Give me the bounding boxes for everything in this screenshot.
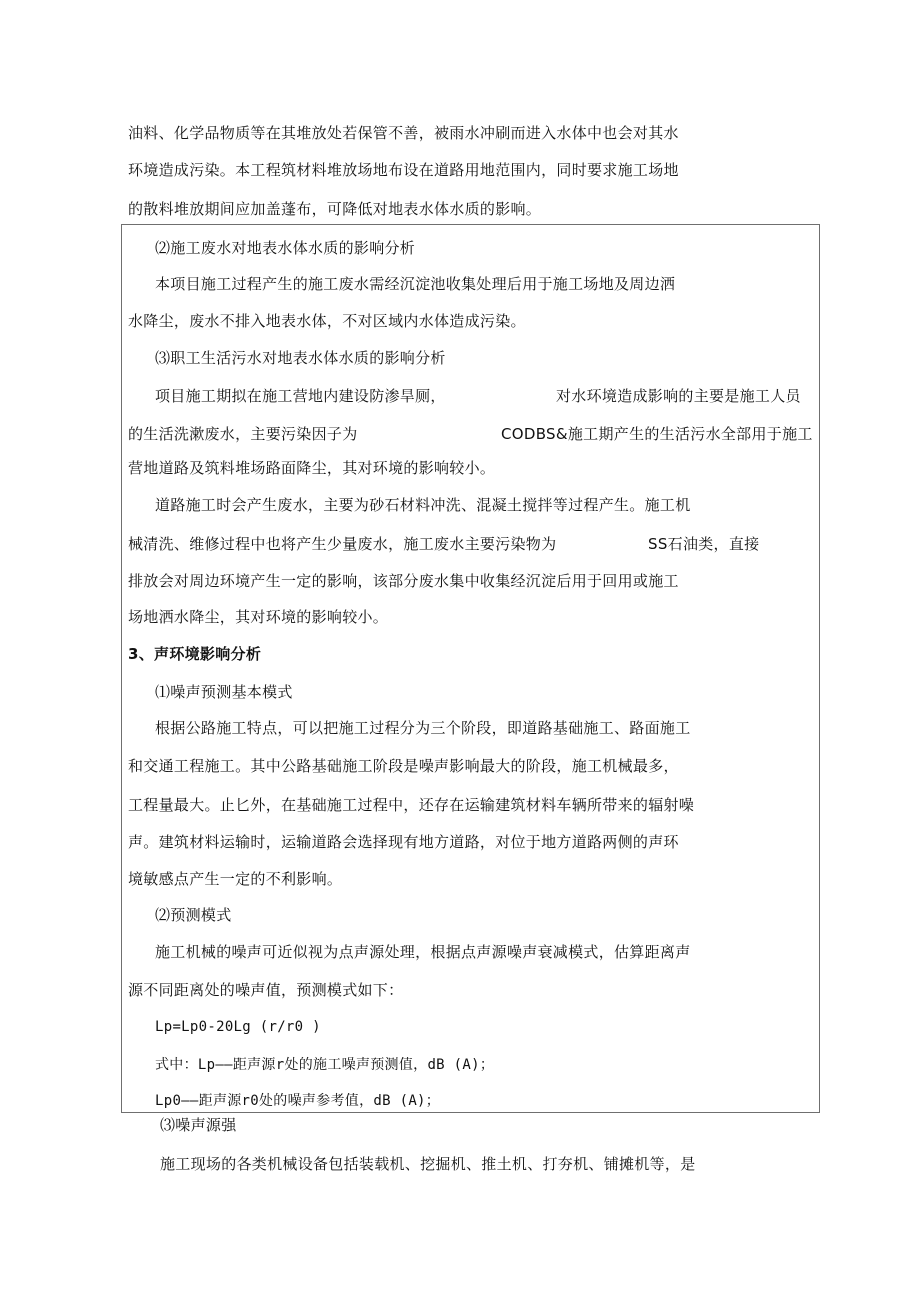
para-line-8b: 对水环境造成影响的主要是施工人员 bbox=[556, 387, 801, 405]
para-line-18: 和交通工程施工。其中公路基础施工阶段是噪声影响最大的阶段，施工机械最多， bbox=[128, 757, 679, 775]
para-line-19: 工程量最大。止匕外，在基础施工过程中，还存在运输建筑材料车辆所带来的辐射噪 bbox=[128, 796, 695, 814]
para-line-3: 的散料堆放期间应加盖蓬布，可降低对地表水体水质的影响。 bbox=[128, 200, 542, 218]
subheading-prediction-model: ⑵预测模式 bbox=[155, 906, 232, 924]
para-line-10: 营地道路及筑料堆场路面降尘，其对环境的影响较小。 bbox=[128, 459, 496, 477]
formula-definition-lp0: Lp0——距声源r0处的噪声参考值，dB (A)； bbox=[155, 1093, 441, 1109]
para-line-final: 施工现场的各类机械设备包括装载机、挖掘机、推土机、打夯机、铺摊机等，是 bbox=[160, 1155, 696, 1173]
para-line-5: 本项目施工过程产生的施工废水需经沉淀池收集处理后用于施工场地及周边洒 bbox=[155, 275, 676, 293]
para-line-9a: 的生活洗漱废水，主要污染因子为 bbox=[128, 425, 358, 443]
subheading-noise-model: ⑴噪声预测基本模式 bbox=[155, 683, 293, 701]
para-line-9b: CODBS&施工期产生的生活污水全部用于施工 bbox=[501, 425, 813, 443]
subheading-noise-source: ⑶噪声源强 bbox=[160, 1116, 237, 1134]
para-line-6: 水降尘，废水不排入地表水体，不对区域内水体造成污染。 bbox=[128, 312, 526, 330]
subheading-domestic-sewage: ⑶职工生活污水对地表水体水质的影响分析 bbox=[155, 349, 446, 367]
subheading-construction-wastewater: ⑵施工废水对地表水体水质的影响分析 bbox=[155, 239, 416, 257]
para-line-12a: 械清洗、维修过程中也将产生少量废水，施工废水主要污染物为 bbox=[128, 535, 557, 553]
formula: Lp=Lp0-20Lg (r/r0 ) bbox=[155, 1019, 321, 1035]
para-line-17: 根据公路施工特点，可以把施工过程分为三个阶段，即道路基础施工、路面施工 bbox=[155, 719, 691, 737]
formula-definition-lp: 式中：Lp——距声源r处的施工噪声预测值，dB (A)； bbox=[155, 1057, 495, 1073]
para-line-12b: SS石油类，直接 bbox=[648, 535, 760, 553]
para-line-24: 源不同距离处的噪声值，预测模式如下： bbox=[128, 981, 404, 999]
para-line-1: 油料、化学品物质等在其堆放处若保管不善，被雨水冲刷而进入水体中也会对其水 bbox=[128, 124, 679, 142]
para-line-8a: 项目施工期拟在施工营地内建设防渗旱厕， bbox=[155, 387, 446, 405]
para-line-20: 声。建筑材料运输时，运输道路会选择现有地方道路，对位于地方道路两侧的声环 bbox=[128, 833, 679, 851]
section-heading-noise: 3、声环境影响分析 bbox=[128, 645, 262, 663]
para-line-13: 排放会对周边环境产生一定的影响，该部分废水集中收集经沉淀后用于回用或施工 bbox=[128, 572, 679, 590]
para-line-21: 境敏感点产生一定的不利影响。 bbox=[128, 870, 343, 888]
para-line-23: 施工机械的噪声可近似视为点声源处理，根据点声源噪声衰减模式，估算距离声 bbox=[155, 943, 691, 961]
para-line-11: 道路施工时会产生废水，主要为砂石材料冲洗、混凝土搅拌等过程产生。施工机 bbox=[155, 496, 691, 514]
para-line-14: 场地洒水降尘，其对环境的影响较小。 bbox=[128, 608, 389, 626]
para-line-2: 环境造成污染。本工程筑材料堆放场地布设在道路用地范围内，同时要求施工场地 bbox=[128, 161, 679, 179]
